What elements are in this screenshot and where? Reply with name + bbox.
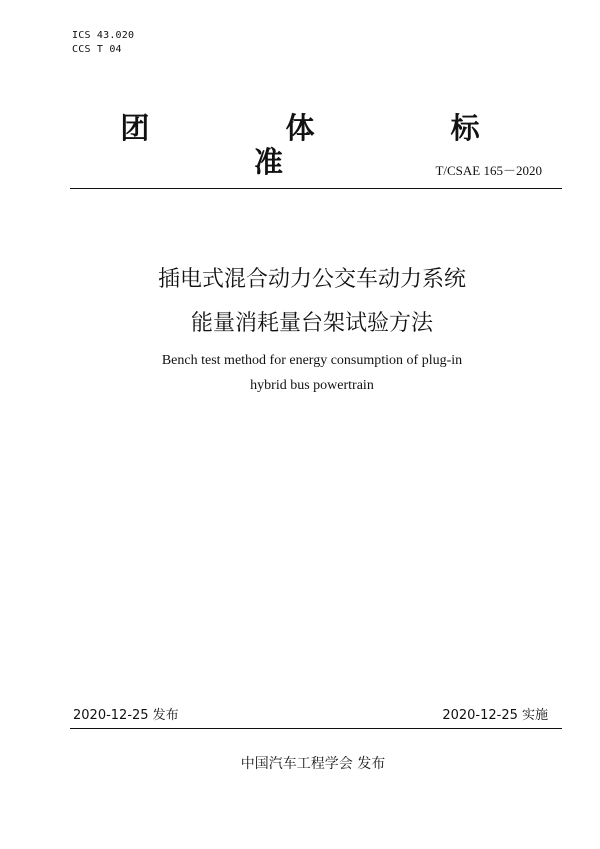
implementation-date: 2020-12-25 实施 xyxy=(442,708,548,723)
title-en-line-2: hybrid bus powertrain xyxy=(250,378,374,393)
ccs-code: CCS T 04 xyxy=(72,44,122,55)
publish-date: 2020-12-25 发布 xyxy=(73,708,179,723)
standard-number: T/CSAE 165－2020 xyxy=(435,163,542,178)
header-divider xyxy=(70,188,562,189)
title-cn-line-1: 插电式混合动力公交车动力系统 xyxy=(157,267,466,292)
ics-code: ICS 43.020 xyxy=(72,30,135,41)
title-cn-line-2: 能量消耗量台架试验方法 xyxy=(190,311,433,336)
standard-type-heading: 团 体 标 准 xyxy=(120,111,543,179)
title-en-line-1: Bench test method for energy consumption of plug-in xyxy=(161,353,463,368)
footer-divider xyxy=(70,728,562,729)
issuing-organization: 中国汽车工程学会 发布 xyxy=(240,756,386,772)
